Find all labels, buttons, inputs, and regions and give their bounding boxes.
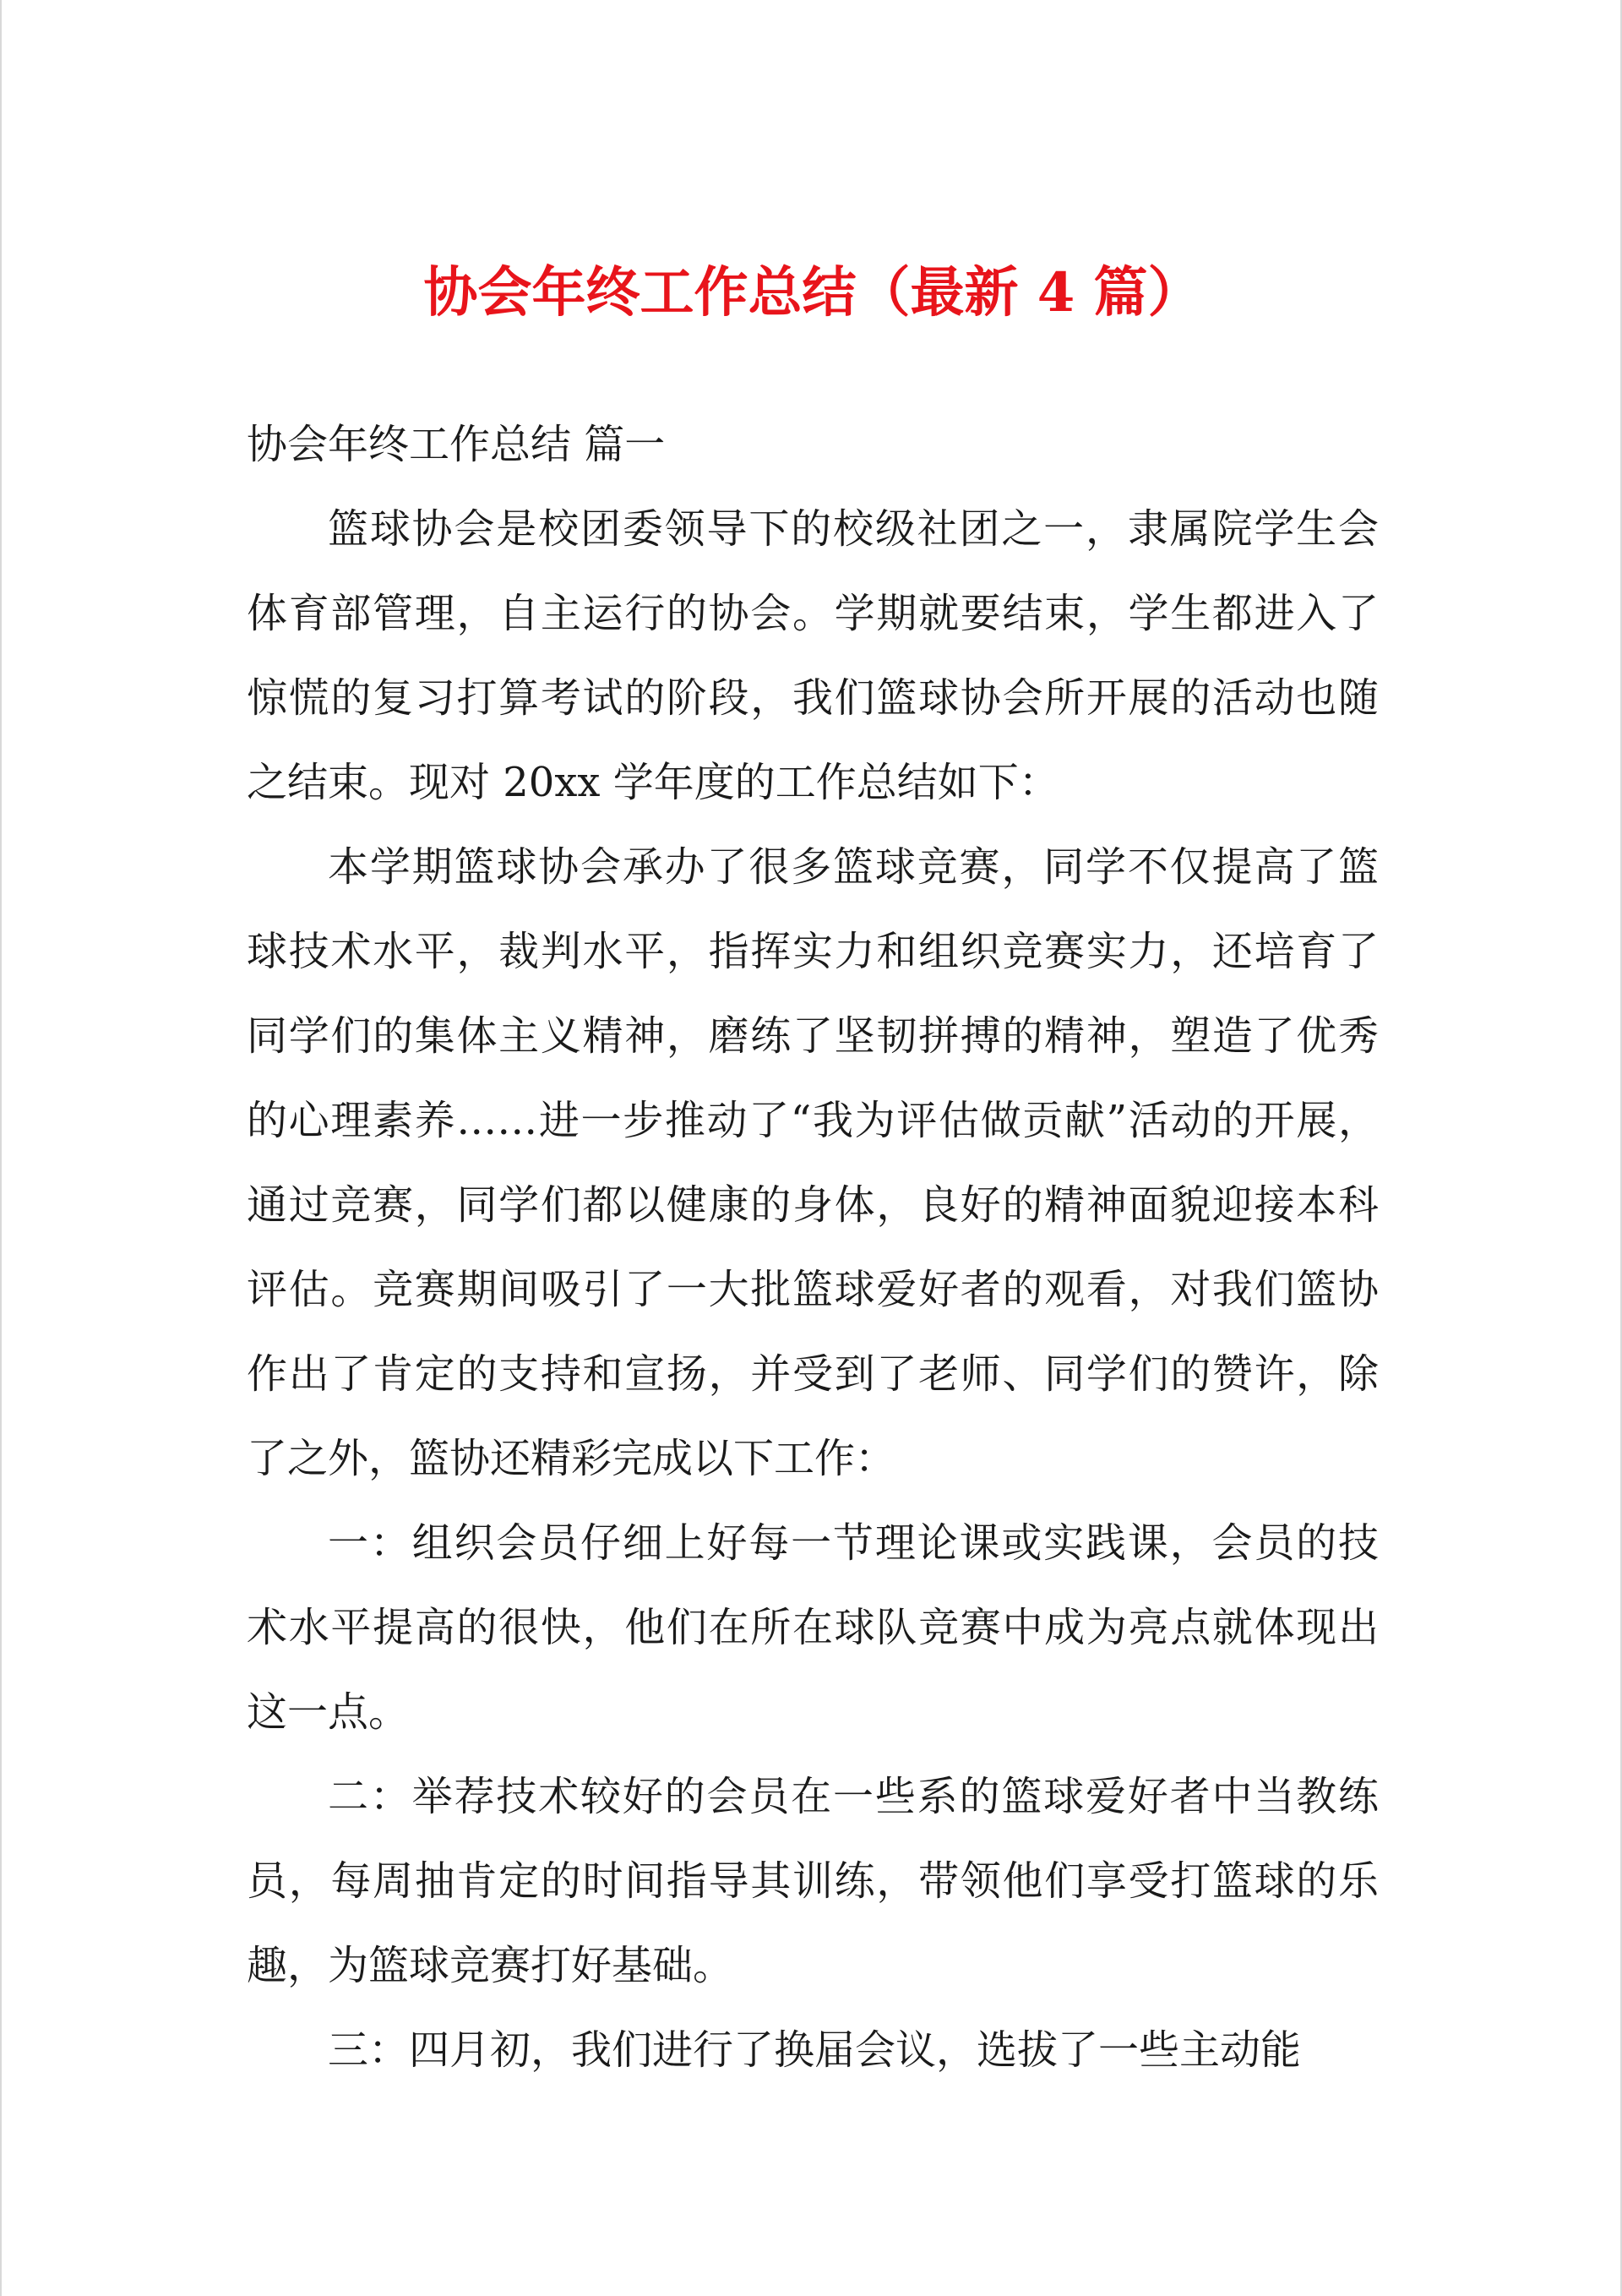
paragraph: 二：举荐技术较好的会员在一些系的篮球爱好者中当教练员，每周抽肯定的时间指导其训练，带领他们享受打篮球的乐趣，为篮球竞赛打好基础。 bbox=[247, 1773, 1379, 1989]
paragraph: 一：组织会员仔细上好每一节理论课或实践课，会员的技术水平提高的很快，他们在所在球队竞赛中成为亮点就体现出这一点。 bbox=[247, 1519, 1379, 1736]
document-body bbox=[247, 402, 1379, 2092]
section-heading: 协会年终工作总结 篇一 bbox=[247, 421, 666, 468]
paragraph: 本学期篮球协会承办了很多篮球竞赛，同学不仅提高了篮球技术水平，裁判水平，指挥实力和组织竞赛实力，还培育了同学们的集体主义精神，磨练了坚韧拼搏的精神，塑造了优秀的心理素养……进一步推动了“我为评估做贡献”活动的开展，通过竞赛，同学们都以健康的身体，良好的精神面貌迎接本科评估。竞赛期间吸引了一大批篮球爱好者的观看，对我们篮协作出了肯定的支持和宣扬，并受到了老师、同学们的赞许，除了之外，篮协还精彩完成以下工作： bbox=[247, 843, 1379, 1482]
paragraph: 篮球协会是校团委领导下的校级社团之一，隶属院学生会体育部管理，自主运行的协会。学期就要结束，学生都进入了惊慌的复习打算考试的阶段，我们篮球协会所开展的活动也随之结束。现对 20xx 学年度的工作总结如下： bbox=[247, 505, 1379, 806]
document-title: 协会年终工作总结（最新 4 篇） bbox=[423, 261, 1202, 324]
paragraph: 三：四月初，我们进行了换届会议，选拔了一些主动能 bbox=[328, 2026, 1302, 2074]
